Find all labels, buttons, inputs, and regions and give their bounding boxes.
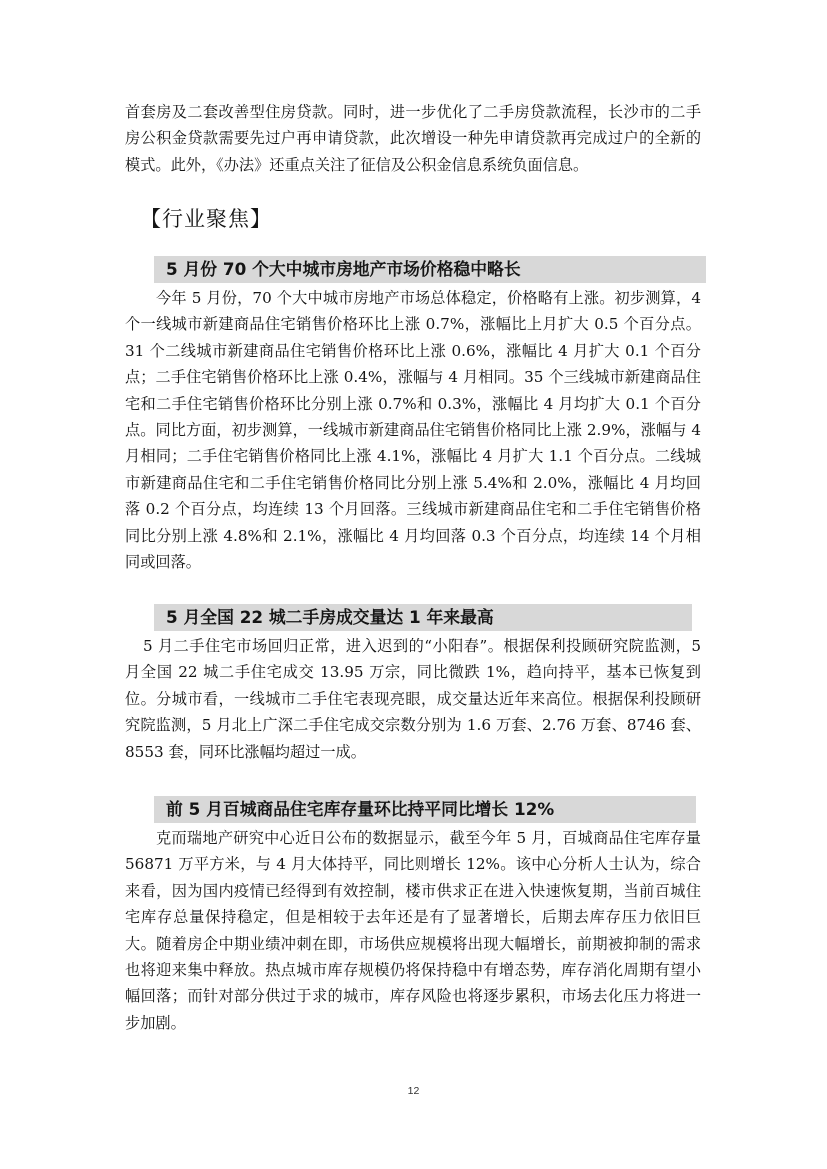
article-2-title: 5 月全国 22 城二手房成交量达 1 年来最高 bbox=[166, 607, 494, 627]
article-2-title-banner bbox=[154, 604, 692, 631]
page-number: 12 bbox=[407, 1085, 420, 1097]
article-3-title-banner bbox=[154, 796, 696, 823]
article-2-body: 5 月二手住宅市场回归正常，进入迟到的“小阳春”。根据保利投顾研究院监测，5 月全国 22 城二手住宅成交 13.95 万宗，同比微跌 1%，趋向持平，基本已恢复到位。分城市看，一线城市二手住宅表现亮眼，成交量达近年来高位。根据保利投顾研究院监测，5 月北上广深二手住宅成交宗数分别为 1.6 万套、2.76 万套、8746 套、8553 套，同环比涨幅均超过一成。 bbox=[125, 637, 701, 761]
article-1-body: 今年 5 月份，70 个大中城市房地产市场总体稳定，价格略有上涨。初步测算，4 个一线城市新建商品住宅销售价格环比上涨 0.7%，涨幅比上月扩大 0.5 个百分点。31 个二线城市新建商品住宅销售价格环比上涨 0.6%，涨幅比 4 月扩大 0.1 个百分点；二手住宅销售价格环比上涨 0.4%，涨幅与 4 月相同。35 个三线城市新建商品住宅和二手住宅销售价格环比分别上涨 0.7%和 0.3%，涨幅比 4 月均扩大 0.1 个百分点。同比方面，初步测算，一线城市新建商品住宅销售价格同比上涨 2.9%，涨幅与 4 月相同；二手住宅销售价格同比上涨 4.1%，涨幅比 4 月扩大 1.1 个百分点。二线城市新建商品住宅和二手住宅销售价格同比分别上涨 5.4%和 2.0%，涨幅比 4 月均回落 0.2 个百分点，均连续 13 个月回落。三线城市新建商品住宅和二手住宅销售价格同比分别上涨 4.8%和 2.1%，涨幅比 4 月均回落 0.3 个百分点，均连续 14 个月相同或回落。 bbox=[125, 289, 701, 572]
section-heading: 【行业聚焦】 bbox=[140, 207, 272, 231]
article-3-body: 克而瑞地产研究中心近日公布的数据显示，截至今年 5 月，百城商品住宅库存量 56871 万平方米，与 4 月大体持平，同比则增长 12%。该中心分析人士认为，综合来看，因为国内疫情已经得到有效控制，楼市供求正在进入快速恢复期，当前百城住宅库存总量保持稳定，但是相较于去年还是有了显著增长，后期去库存压力依旧巨大。随着房企中期业绩冲刺在即，市场供应规模将出现大幅增长，前期被抑制的需求也将迎来集中释放。热点城市库存规模仍将保持稳中有增态势，库存消化周期有望小幅回落；而针对部分供过于求的城市，库存风险也将逐步累积，市场去化压力将进一步加剧。 bbox=[125, 829, 701, 1032]
article-1-title: 5 月份 70 个大中城市房地产市场价格稳中略长 bbox=[166, 259, 521, 279]
article-1-title-banner bbox=[154, 256, 706, 283]
intro-paragraph: 首套房及二套改善型住房贷款。同时，进一步优化了二手房贷款流程，长沙市的二手房公积金贷款需要先过户再申请贷款，此次增设一种先申请贷款再完成过户的全新的模式。此外，《办法》还重点关注了征信及公积金信息系统负面信息。 bbox=[125, 103, 701, 174]
article-3-title: 前 5 月百城商品住宅库存量环比持平同比增长 12% bbox=[166, 799, 555, 819]
